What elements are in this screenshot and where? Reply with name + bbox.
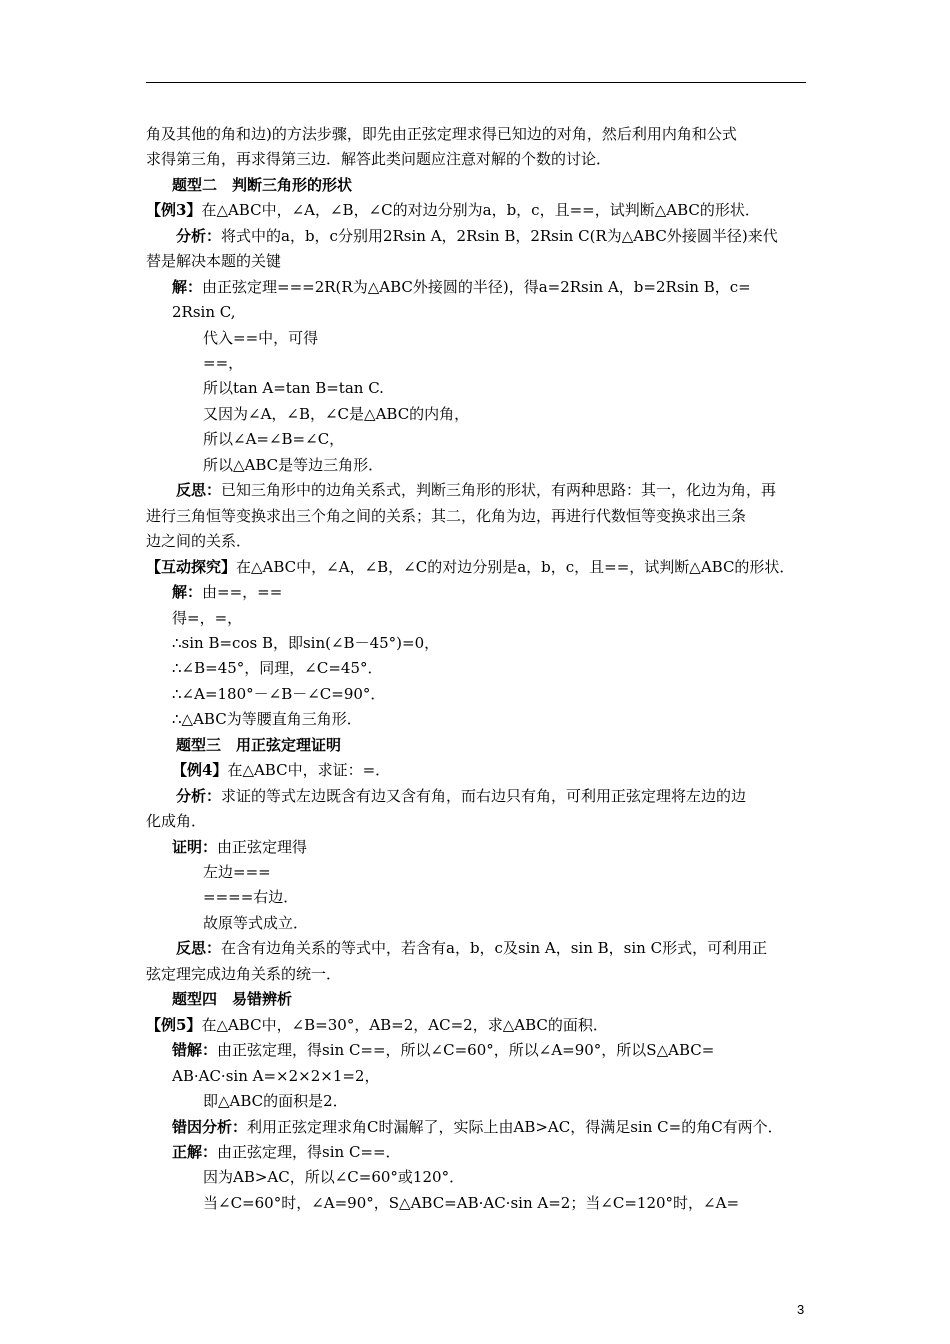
text-line: 弦定理完成边角关系的统一． bbox=[146, 965, 342, 983]
section-heading: 题型三 用正弦定理证明 bbox=[176, 736, 342, 754]
correct-solution-line: 正解：由正弦定理，得sin C==． bbox=[172, 1143, 401, 1161]
solution-line: 解：由正弦定理===2R(R为△ABC外接圆的半径)，得a=2Rsin A，b=2Rsin B，c= bbox=[172, 278, 751, 296]
page-number: 3 bbox=[797, 1302, 805, 1317]
text-line: 求得第三角，再求得第三边．解答此类问题应注意对解的个数的讨论． bbox=[146, 150, 612, 168]
reflection-line: 反思：已知三角形中的边角关系式，判断三角形的形状，有两种思路：其一，化边为角，再 bbox=[176, 481, 777, 499]
text-line: 代入==中，可得 bbox=[203, 329, 319, 347]
text-line: 角及其他的角和边)的方法步骤，即先由正弦定理求得已知边的对角，然后利用内角和公式 bbox=[146, 125, 737, 143]
text-line: 当∠C=60°时，∠A=90°，S△ABC=AB·AC·sin A=2；当∠C=120°时，∠A= bbox=[203, 1194, 740, 1212]
text-line: 化成角． bbox=[146, 812, 207, 830]
example-line: 【例3】在△ABC中，∠A，∠B，∠C的对边分别为a，b，c，且==，试判断△ABC的形状． bbox=[146, 201, 760, 219]
text-line: ==， bbox=[203, 354, 244, 372]
text-line: 故原等式成立． bbox=[203, 914, 309, 932]
text-line: 2Rsin C, bbox=[172, 303, 236, 321]
text-line: 又因为∠A，∠B，∠C是△ABC的内角， bbox=[203, 405, 470, 423]
text-line: 即△ABC的面积是2． bbox=[203, 1092, 348, 1110]
text-line: ∴sin B=cos B，即sin(∠B－45°)=0， bbox=[172, 634, 440, 652]
text-line: 因为AB>AC，所以∠C=60°或120°． bbox=[203, 1168, 465, 1186]
example-line: 【例4】在△ABC中，求证：=． bbox=[172, 761, 391, 779]
text-line: 进行三角恒等变换求出三个角之间的关系；其二，化角为边，再进行代数恒等变换求出三条 bbox=[146, 507, 747, 525]
text-line: AB·AC·sin A=×2×2×1=2， bbox=[172, 1067, 380, 1085]
analysis-line: 分析：将式中的a，b，c分别用2Rsin A，2Rsin B，2Rsin C(R为△ABC外接圆半径)来代 bbox=[176, 227, 778, 245]
header-rule bbox=[146, 82, 806, 83]
wrong-solution-line: 错解：由正弦定理，得sin C==，所以∠C=60°，所以∠A=90°，所以S△ABC= bbox=[172, 1041, 715, 1059]
section-heading: 题型二 判断三角形的形状 bbox=[172, 176, 353, 194]
text-line: 所以tan A=tan B=tan C. bbox=[203, 379, 384, 397]
text-line: ∴∠B=45°，同理，∠C=45°． bbox=[172, 659, 383, 677]
section-heading: 题型四 易错辨析 bbox=[172, 990, 293, 1008]
solution-line: 解：由==，== bbox=[172, 583, 283, 601]
text-line: 得=，=， bbox=[172, 609, 243, 627]
text-line: 所以∠A=∠B=∠C， bbox=[203, 430, 345, 448]
analysis-line: 分析：求证的等式左边既含有边又含有角，而右边只有角，可利用正弦定理将左边的边 bbox=[176, 787, 747, 805]
text-line: 替是解决本题的关键 bbox=[146, 252, 282, 270]
text-line: 左边=== bbox=[203, 863, 271, 881]
example-line: 【例5】在△ABC中，∠B=30°，AB=2，AC=2，求△ABC的面积． bbox=[146, 1016, 608, 1034]
error-analysis-line: 错因分析：利用正弦定理求角C时漏解了，实际上由AB>AC，得满足sin C=的角C有两个． bbox=[172, 1118, 783, 1136]
text-line: ====右边． bbox=[203, 888, 299, 906]
text-line: ∴△ABC为等腰直角三角形． bbox=[172, 710, 362, 728]
text-line: ∴∠A=180°－∠B－∠C=90°． bbox=[172, 685, 386, 703]
example-line: 【互动探究】在△ABC中，∠A，∠B，∠C的对边分别是a，b，c，且==，试判断△ABC的形状． bbox=[146, 558, 795, 576]
proof-line: 证明：由正弦定理得 bbox=[172, 838, 308, 856]
text-line: 所以△ABC是等边三角形． bbox=[203, 456, 384, 474]
reflection-line: 反思：在含有边角关系的等式中，若含有a，b，c及sin A，sin B，sin C形式，可利用正 bbox=[176, 939, 768, 957]
text-line: 边之间的关系． bbox=[146, 532, 252, 550]
